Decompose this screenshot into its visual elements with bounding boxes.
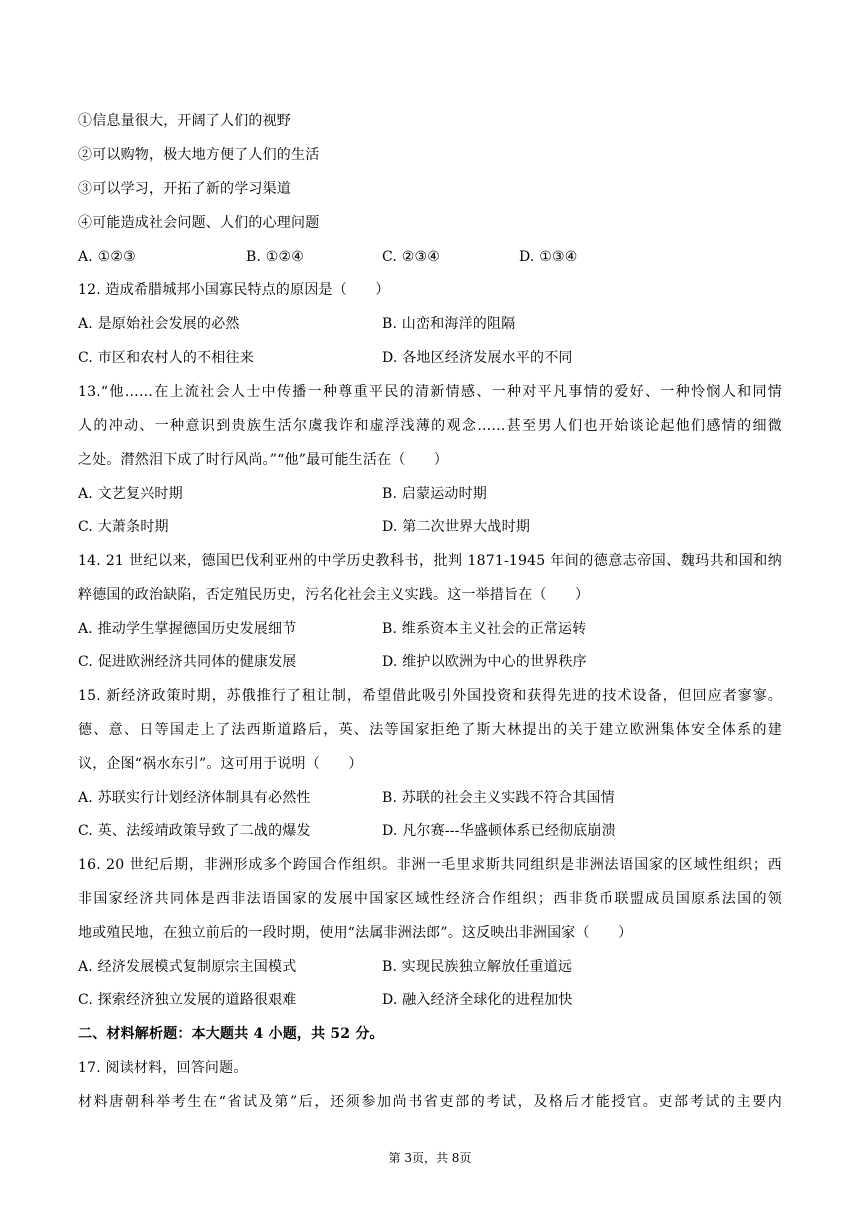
q17-stem: 17. 阅读材料，回答问题。: [78, 1060, 248, 1076]
q12-option-d: D. 各地区经济发展水平的不同: [382, 350, 573, 366]
q12-stem: 12. 造成希腊城邦小国寡民特点的原因是（ ）: [78, 282, 390, 298]
q16-options-row1: [78, 957, 782, 977]
q15-option-d: D. 凡尔赛---华盛顿体系已经彻底崩溃: [382, 823, 616, 839]
q15-line-3: 议，企图“祸水东引”。这可用于说明（ ）: [78, 756, 363, 772]
q15-options-row2: [78, 821, 782, 841]
q12-options-row2: [78, 348, 782, 368]
q12-option-c: C. 市区和农村人的不相往来: [78, 350, 254, 366]
q15-option-b: B. 苏联的社会主义实践不符合其国情: [382, 790, 615, 806]
q16-line-2: 非国家经济共同体是西非法语国家的发展中国家区域性经济合作组织；西非货币联盟成员国原系法国的领: [78, 891, 782, 907]
q11-option-d: D. ①③④: [519, 249, 578, 265]
q12-option-b: B. 山峦和海洋的阻隔: [382, 316, 516, 332]
page-footer: 第 3页，共 8页: [388, 1151, 472, 1165]
q13-line-1: 13.“他……在上流社会人士中传播一种尊重平民的清新情感、一种对平凡事情的爱好、一种怜悯人和同情: [78, 384, 782, 400]
q13-line-2: 人的冲动、一种意识到贵族生活尔虞我诈和虚浮浅薄的观念……甚至男人们也开始谈论起他们感情的细微: [78, 418, 782, 434]
q16-line-3: 地或殖民地，在独立前后的一段时期，使用“法属非洲法郎”。这反映出非洲国家（ ）: [78, 925, 633, 941]
q13-options-row1: [78, 484, 782, 504]
q14-option-a: A. 推动学生掌握德国历史发展细节: [78, 621, 297, 637]
q14-line-2: 粹德国的政治缺陷，否定殖民历史，污名化社会主义实践。这一举措旨在（ ）: [78, 587, 590, 603]
q16-option-d: D. 融入经济全球化的进程加快: [382, 992, 573, 1008]
q13-option-a: A. 文艺复兴时期: [78, 486, 183, 502]
q14-options-row1: [78, 619, 782, 639]
statement-3: ③可以学习，开拓了新的学习渠道: [78, 181, 291, 197]
q11-option-b: B. ①②④: [246, 249, 305, 265]
q11-option-a: A. ①②③: [78, 249, 136, 265]
q14-option-c: C. 促进欧洲经济共同体的健康发展: [78, 654, 297, 670]
q15-line-1: 15. 新经济政策时期，苏俄推行了租让制，希望借此吸引外国投资和获得先进的技术设备，但回应者寥寥。: [78, 688, 782, 704]
q14-line-1: 14. 21 世纪以来，德国巴伐利亚州的中学历史教科书，批判 1871-1945 年间的德意志帝国、魏玛共和国和纳: [78, 553, 782, 569]
q14-option-b: B. 维系资本主义社会的正常运转: [382, 621, 587, 637]
q15-option-a: A. 苏联实行计划经济体制具有必然性: [78, 790, 311, 806]
q16-option-c: C. 探索经济独立发展的道路很艰难: [78, 992, 297, 1008]
q14-option-d: D. 维护以欧洲为中心的世界秩序: [382, 654, 587, 670]
q13-options-row2: [78, 517, 782, 537]
statement-2: ②可以购物，极大地方便了人们的生活: [78, 147, 320, 163]
q12-option-a: A. 是原始社会发展的必然: [78, 316, 240, 332]
statement-1: ①信息量很大，开阔了人们的视野: [78, 113, 291, 129]
statement-4: ④可能造成社会问题、人们的心理问题: [78, 215, 320, 231]
q13-option-b: B. 启蒙运动时期: [382, 486, 487, 502]
q15-options-row1: [78, 788, 782, 808]
q16-option-b: B. 实现民族独立解放任重道远: [382, 959, 573, 975]
section-2-heading: 二、材料解析题：本大题共 4 小题，共 52 分。: [78, 1026, 384, 1042]
q14-options-row2: [78, 652, 782, 672]
q16-line-1: 16. 20 世纪后期，非洲形成多个跨国合作组织。非洲一毛里求斯共同组织是非洲法语国家的区域性组织；西: [78, 857, 782, 873]
q12-options-row1: [78, 314, 782, 334]
q11-option-c: C. ②③④: [382, 249, 440, 265]
q13-option-d: D. 第二次世界大战时期: [382, 519, 531, 535]
q11-options: [78, 247, 782, 267]
q13-option-c: C. 大萧条时期: [78, 519, 169, 535]
q15-option-c: C. 英、法绥靖政策导致了二战的爆发: [78, 823, 311, 839]
q16-option-a: A. 经济发展模式复制原宗主国模式: [78, 959, 297, 975]
q13-line-3: 之处。潸然泪下成了时行风尚。”“他”最可能生活在（ ）: [78, 452, 449, 468]
q16-options-row2: [78, 990, 782, 1010]
q17-material-line-1: 材料唐朝科举考生在“省试及第”后，还须参加尚书省吏部的考试，及格后才能授官。吏部考试的主要内: [78, 1094, 782, 1110]
q15-line-2: 德、意、日等国走上了法西斯道路后，英、法等国家拒绝了斯大林提出的关于建立欧洲集体安全体系的建: [78, 722, 782, 738]
